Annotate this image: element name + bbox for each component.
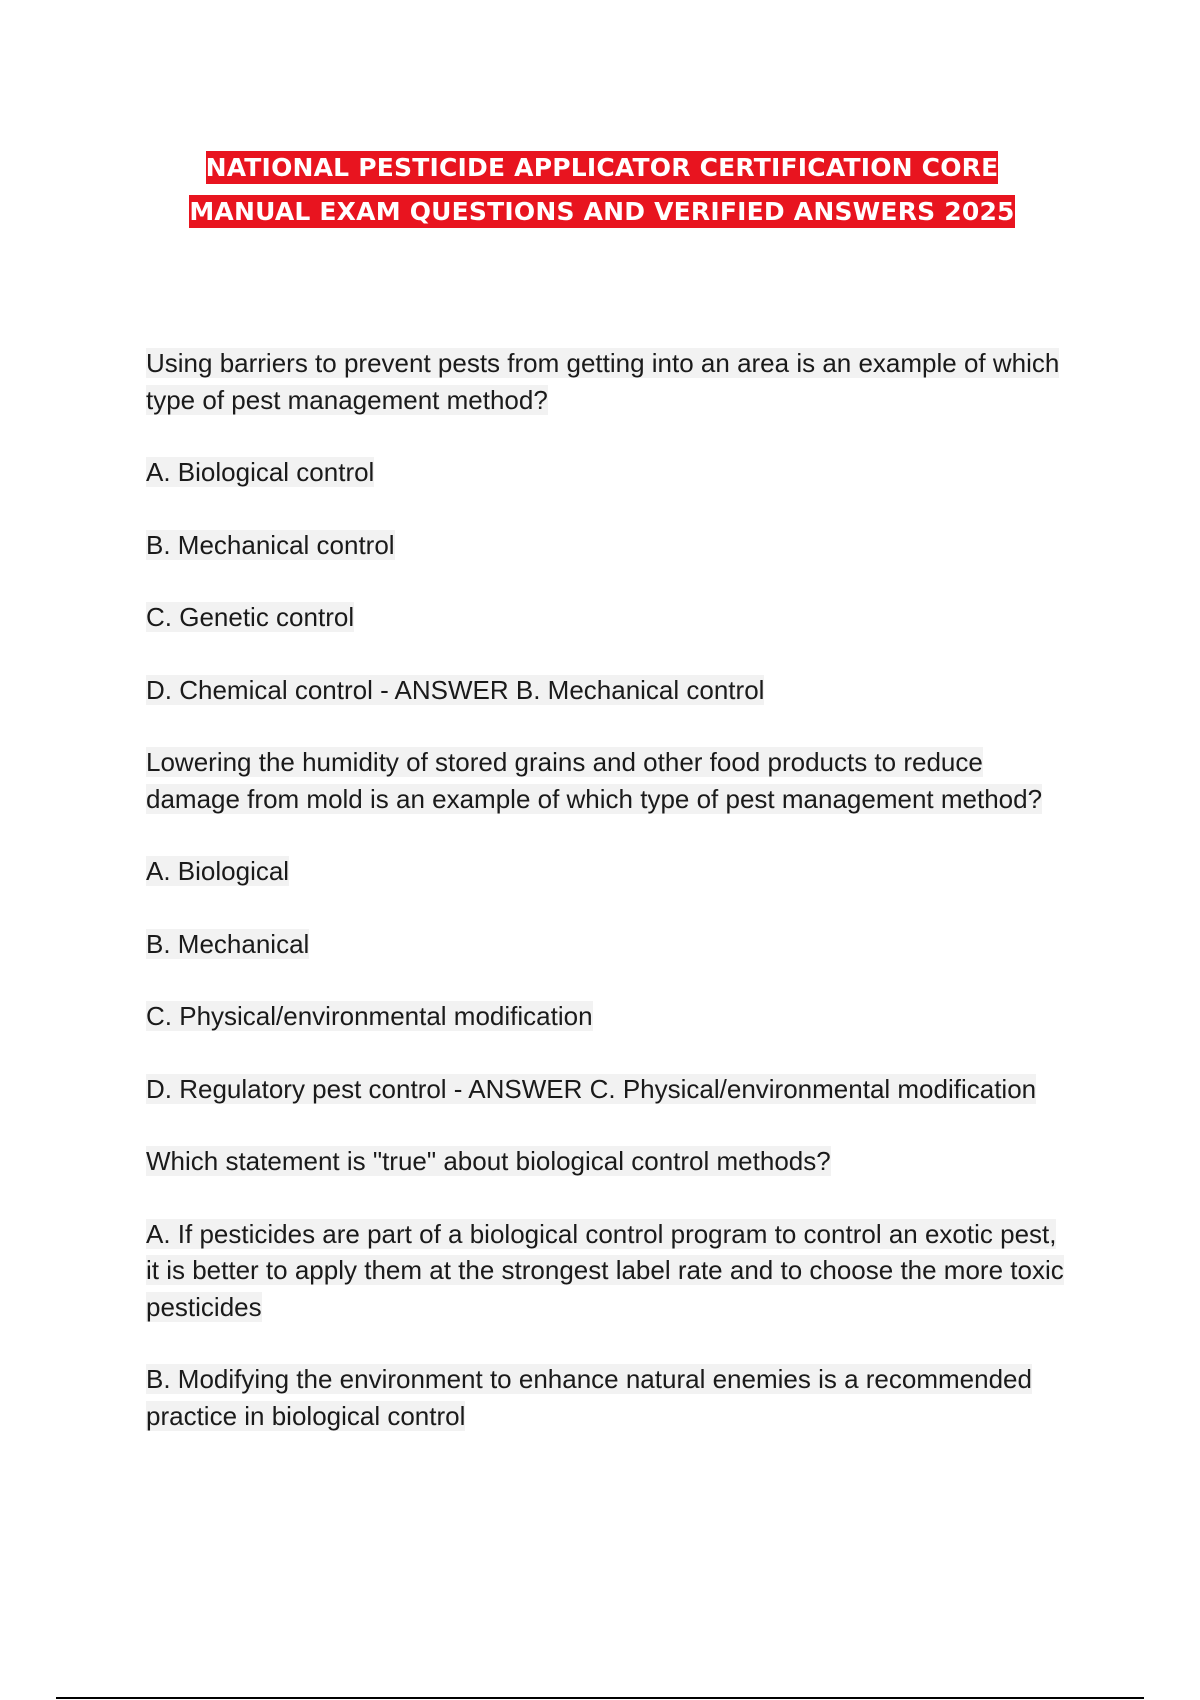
document-body <box>146 345 1076 1470</box>
document-title <box>146 146 1058 234</box>
question-2-text: Lowering the humidity of stored grains and other food products to reduce damage from mold is an example of which type of pest management method? <box>146 747 1043 814</box>
footer-divider <box>56 1697 1144 1699</box>
question-3-option-a: A. If pesticides are part of a biological control program to control an exotic pest, it is better to apply them at the strongest label rate and to choose the more toxic pesticides <box>146 1218 1064 1322</box>
question-3-option-b: B. Modifying the environment to enhance natural enemies is a recommended practice in biological control <box>146 1364 1032 1431</box>
question-1-option-d-answer: D. Chemical control - ANSWER B. Mechanical control <box>146 674 765 705</box>
question-3 <box>146 1143 1076 1180</box>
question-1-text: Using barriers to prevent pests from getting into an area is an example of which type of pest management method? <box>146 348 1060 415</box>
question-1 <box>146 345 1076 418</box>
question-1-option-c: C. Genetic control <box>146 602 355 632</box>
question-1-option-b: B. Mechanical control <box>146 529 395 560</box>
question-2-option-c: C. Physical/environmental modification <box>146 1001 593 1031</box>
question-2-option-d-answer: D. Regulatory pest control - ANSWER C. Physical/environmental modification <box>146 1073 1037 1104</box>
document-title-text: NATIONAL PESTICIDE APPLICATOR CERTIFICATION CORE MANUAL EXAM QUESTIONS AND VERIFIED ANSWERS 2025 <box>189 153 1015 226</box>
question-2 <box>146 744 1076 817</box>
question-2-option-b: B. Mechanical <box>146 928 310 959</box>
question-2-option-a: A. Biological <box>146 856 290 886</box>
question-3-text: Which statement is "true" about biological control methods? <box>146 1146 831 1176</box>
question-1-option-a: A. Biological control <box>146 457 375 487</box>
